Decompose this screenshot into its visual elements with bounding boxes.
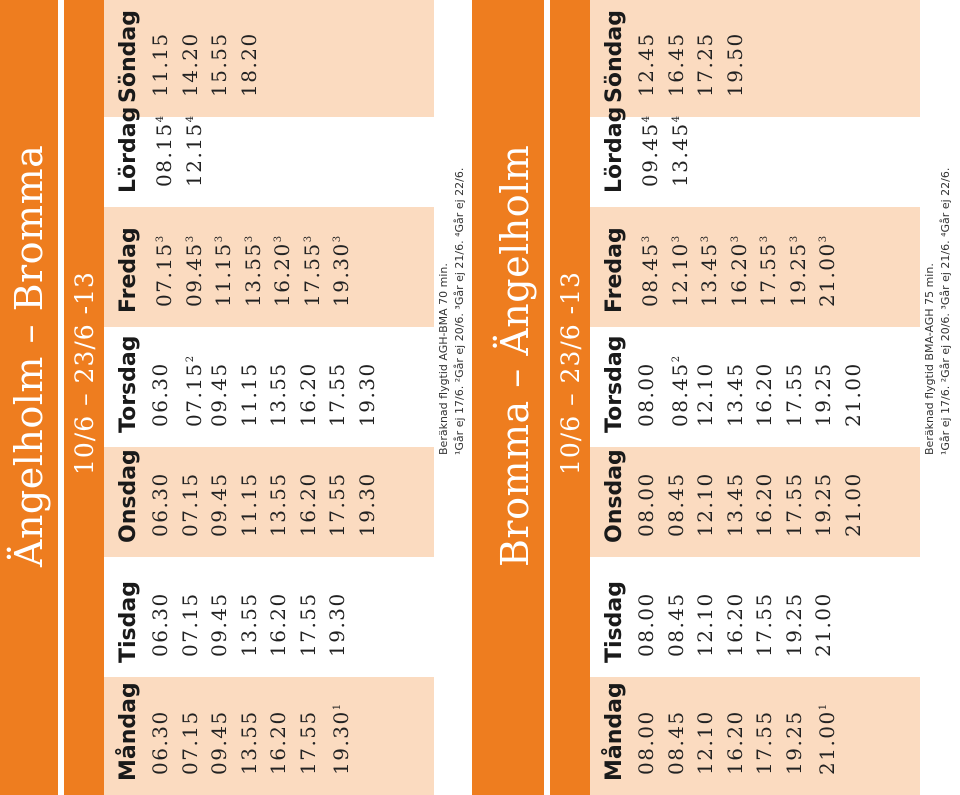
departure-time: 19.30 [325, 592, 349, 657]
departure-time: 13.55 [266, 472, 290, 537]
departure-time: 13.45 [722, 472, 747, 537]
departure-time: 16.20 [295, 362, 320, 427]
departure-time: 16.45 [663, 32, 688, 97]
departure-time: 13.45 [722, 362, 747, 427]
departure-time: 08.00 [634, 362, 658, 427]
departure-time: 17.55 [752, 592, 776, 657]
departure-time: 21.00 [840, 362, 865, 427]
departure-time: 12.10 [693, 592, 717, 657]
departure-time: 16.20 [752, 362, 776, 427]
day-heading: Torsdag [116, 335, 141, 433]
departure-time: 19.25 [781, 710, 806, 775]
departure-time: 19.30 [354, 472, 379, 537]
departure-time: 13.45$^4$ [667, 115, 692, 187]
departure-time: 09.45$^4$ [638, 115, 662, 187]
departure-time: 19.30 [354, 362, 379, 427]
departure-time: 12.10 [693, 362, 717, 427]
departure-time: 12.45 [634, 32, 658, 97]
departure-time: 17.55 [295, 710, 320, 775]
departure-time: 17.55 [325, 362, 349, 427]
departure-time: 19.25 [811, 362, 835, 427]
departure-time: 09.45 [207, 592, 231, 657]
departure-time: 13.45$^3$ [697, 235, 721, 307]
day-heading: Torsdag [602, 335, 627, 433]
departure-time: 14.20 [177, 32, 202, 97]
day-column [112, 0, 264, 117]
departure-time: 13.55 [236, 592, 261, 657]
day-heading: Måndag [602, 682, 627, 781]
departure-time: 08.00 [634, 710, 658, 775]
departure-time: 12.10 [693, 710, 717, 775]
departure-time: 17.55 [781, 362, 806, 427]
departure-time: 17.55 [781, 472, 806, 537]
departure-time: 17.25 [693, 32, 717, 97]
departure-time: 08.45$^2$ [667, 355, 692, 427]
day-heading: Söndag [116, 10, 141, 103]
departure-time: 07.15$^2$ [181, 355, 206, 427]
departure-time: 11.15 [236, 472, 261, 537]
departure-time: 21.00 [811, 592, 835, 657]
departure-time: 08.00 [634, 592, 658, 657]
departure-time: 16.20 [266, 592, 290, 657]
day-heading: Fredag [602, 227, 627, 313]
departure-time: 07.15 [177, 710, 202, 775]
departure-time: 16.20 [752, 472, 776, 537]
departure-time: 17.55 [295, 592, 320, 657]
departure-time: 16.20 [722, 592, 747, 657]
departure-time: 13.55$^3$ [240, 235, 265, 307]
period-label: 10/6 – 23/6 -13 [64, 0, 104, 795]
day-heading: Söndag [602, 10, 627, 103]
departure-time: 12.10 [693, 472, 717, 537]
day-heading: Tisdag [602, 581, 627, 663]
departure-time: 08.15$^4$ [152, 115, 176, 187]
timetable-panel-bma-agh [486, 0, 960, 795]
departure-time: 16.20 [266, 710, 290, 775]
departure-time: 06.30 [148, 592, 172, 657]
footnote-exceptions: ¹Går ej 17/6. ²Går ej 20/6. ³Går ej 21/6. ⁴Går ej 22/6. [453, 167, 466, 455]
day-column [598, 0, 750, 117]
departure-time: 16.20$^3$ [270, 235, 294, 307]
departure-time: 07.15$^3$ [152, 235, 176, 307]
departure-time: 11.15$^3$ [211, 235, 235, 307]
departure-time: 13.55 [266, 362, 290, 427]
period-label: 10/6 – 23/6 -13 [550, 0, 590, 795]
departure-time: 18.20 [236, 32, 261, 97]
departure-time: 07.15 [177, 472, 202, 537]
day-heading: Lördag [602, 106, 627, 193]
departure-time: 06.30 [148, 362, 172, 427]
day-heading: Tisdag [116, 581, 141, 663]
departure-time: 15.55 [207, 32, 231, 97]
departure-time: 17.55$^3$ [756, 235, 780, 307]
day-heading: Måndag [116, 682, 141, 781]
departure-time: 16.20 [722, 710, 747, 775]
departure-time: 19.30$^3$ [329, 235, 353, 307]
departure-time: 11.15 [236, 362, 261, 427]
day-heading: Lördag [116, 106, 141, 193]
departure-time: 19.25$^3$ [785, 235, 810, 307]
departure-time: 21.00$^3$ [815, 235, 839, 307]
panel-edge-stripe [472, 0, 486, 795]
departure-time: 12.15$^4$ [181, 115, 206, 187]
day-heading: Onsdag [602, 449, 627, 543]
departure-time: 08.45 [663, 472, 688, 537]
departure-time: 09.45 [207, 362, 231, 427]
departure-time: 17.55$^3$ [299, 235, 324, 307]
departure-time: 09.45$^3$ [181, 235, 206, 307]
departure-time: 12.10$^3$ [667, 235, 692, 307]
day-heading: Fredag [116, 227, 141, 313]
departure-time: 19.25 [781, 592, 806, 657]
schedule-table [590, 0, 920, 795]
departure-time: 16.20 [295, 472, 320, 537]
footnote-exceptions: ¹Går ej 17/6. ²Går ej 20/6. ³Går ej 21/6. ⁴Går ej 22/6. [939, 167, 952, 455]
footnote-flight-time: Beräknad flygtid BMA-AGH 75 min. [923, 263, 936, 455]
departure-time: 19.30$^1$ [329, 703, 353, 775]
departure-time: 09.45 [207, 472, 231, 537]
departure-time: 19.50 [722, 32, 747, 97]
route-title: Bromma – Ängelholm [486, 0, 544, 795]
departure-time: 09.45 [207, 710, 231, 775]
departure-time: 08.00 [634, 472, 658, 537]
departure-time: 08.45 [663, 710, 688, 775]
departure-time: 21.00 [840, 472, 865, 537]
departure-time: 06.30 [148, 710, 172, 775]
departure-time: 16.20$^3$ [726, 235, 751, 307]
footnote-flight-time: Beräknad flygtid AGH-BMA 70 min. [437, 263, 450, 455]
departure-time: 08.45 [663, 592, 688, 657]
departure-time: 08.45$^3$ [638, 235, 662, 307]
route-title: Ängelholm – Bromma [0, 0, 58, 795]
departure-time: 19.25 [811, 472, 835, 537]
departure-time: 06.30 [148, 472, 172, 537]
departure-time: 13.55 [236, 710, 261, 775]
departure-time: 17.55 [325, 472, 349, 537]
departure-time: 17.55 [752, 710, 776, 775]
schedule-table [104, 0, 434, 795]
day-heading: Onsdag [116, 449, 141, 543]
departure-time: 11.15 [148, 32, 172, 97]
departure-time: 21.00$^1$ [815, 703, 839, 775]
departure-time: 07.15 [177, 592, 202, 657]
